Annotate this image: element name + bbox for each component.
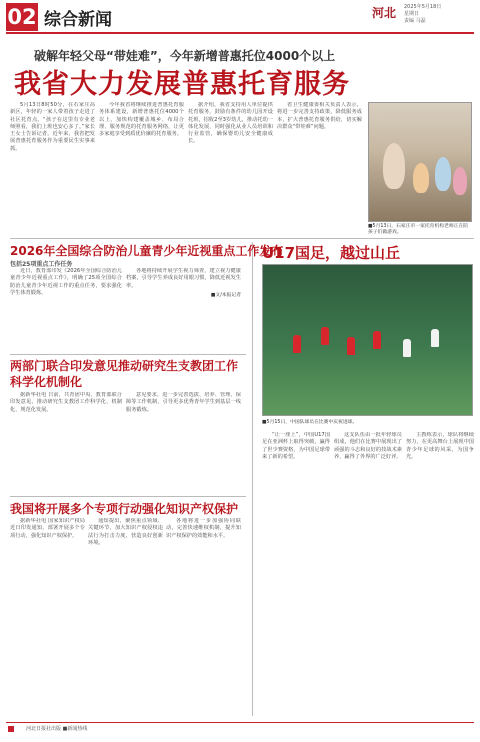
paragraph: 这支队伍由一批年轻球员组成，他们在比赛中展现出了顽强的斗志和良好的技战术素养，赢得了外界的广泛好评。 <box>334 432 402 460</box>
page-header <box>0 0 480 34</box>
section4-col <box>10 518 85 700</box>
photo-player <box>403 339 411 357</box>
section4-col <box>166 518 241 700</box>
photo-player <box>347 337 355 355</box>
issue-date <box>404 4 472 25</box>
section2-col <box>10 268 122 348</box>
photo-figure <box>435 157 451 191</box>
photo-player <box>373 331 381 349</box>
u17-photo-caption: ■5月15日，中国队球员在比赛中庆祝进球。 <box>262 420 358 425</box>
date-line: 星期日 <box>404 11 420 17</box>
section-divider <box>10 496 246 497</box>
paragraph: 据新华社电 日前，共青团中央、教育部联合印发意见，推动研究生支教团工作科学化、机制化、规范化发展。 <box>10 392 122 413</box>
photo-player <box>431 329 439 347</box>
paragraph: 省卫生健康委相关负责人表示，将进一步完善支持政策，降低服务成本，扩大普惠托育服务供给，切实解决群众“带娃难”问题。 <box>277 102 362 130</box>
section-divider <box>10 238 474 239</box>
photo-figure <box>453 167 467 195</box>
lead-photo <box>368 102 472 222</box>
footer-square-icon <box>8 726 14 732</box>
section3-col <box>10 392 122 492</box>
date-line: 2025年5月18日 <box>404 4 442 10</box>
photo-player <box>293 335 301 353</box>
section-divider <box>10 354 246 355</box>
page-footer <box>6 722 474 734</box>
paragraph: 各地将持续开展学生视力筛查，建立视力健康档案，引导学生养成良好用眼习惯，降低近视发生率。 <box>126 268 241 289</box>
section4-title: 我国将开展多个专项行动强化知识产权保护 <box>10 502 239 516</box>
paragraph: 意见要求，进一步完善选拔、培养、管理、保障等工作机制，引导更多优秀青年学生到基层一线服务锻炼。 <box>126 392 241 413</box>
lead-article-col <box>10 102 95 234</box>
footer-text: 河北日报社出版 ■新闻热线 <box>26 726 88 732</box>
u17-photo <box>262 264 473 416</box>
newspaper-logo: 河北 <box>372 6 397 20</box>
photo-figure <box>383 143 405 189</box>
header-rule <box>6 32 474 34</box>
section2-title: 2026年全国综合防治儿童青少年近视重点工作发布 <box>10 244 284 258</box>
paragraph: 主教练表示，球队将继续努力，在更高舞台上展现中国青少年足球的风采，为国争光。 <box>406 432 474 460</box>
lead-headline: 我省大力发展普惠托育服务 <box>14 69 350 100</box>
u17-article-col <box>262 432 330 702</box>
paragraph: 各地将进一步加强协同联动，完善快速维权机制，提升知识产权保护的效能和水平。 <box>166 518 241 539</box>
paragraph: 据新华社电 国家知识产权局近日印发通知，部署开展多个专项行动，强化知识产权保护。 <box>10 518 85 539</box>
u17-title: U17国足，越过山丘 <box>262 244 401 262</box>
section4-col <box>88 518 163 700</box>
lead-kicker: 破解年轻父母“带娃难”，今年新增普惠托位4000个以上 <box>34 49 336 63</box>
date-line: 责编 马磊 <box>404 18 426 24</box>
lead-article-col <box>99 102 184 234</box>
photo-player <box>321 327 329 345</box>
section2-subtitle: 包括25项重点工作任务 <box>10 261 73 268</box>
section-title: 综合新闻 <box>44 10 112 30</box>
section3-col <box>126 392 241 492</box>
column-divider <box>252 242 253 716</box>
paragraph: 据介绍，我省支持用人单位提供托育服务，鼓励有条件的幼儿园开设托班，招收2至3岁幼儿，推动托幼一体化发展，同时强化从业人员培训和行业监管，确保婴幼儿安全健康成长。 <box>188 102 273 145</box>
paragraph: 通知提出，聚焦重点领域、关键环节，加大知识产权侵权违法行为打击力度，营造良好创新环境。 <box>88 518 163 546</box>
paragraph: 近日，教育部印发《2026年全国综合防治儿童青少年近视重点工作》，明确了25项全国综合防治儿童青少年近视工作的重点任务，要求强化学生体育锻炼。 <box>10 268 122 296</box>
editor-credit: ■文/本报记者 <box>210 292 241 298</box>
lead-photo-caption: ■5月13日，石家庄市一家托育机构老师正在陪孩子们做游戏。 <box>368 224 469 235</box>
paragraph: “让一座上”，中国U17国足在亚洲杯上取得突破，赢得了世少赛资格，为中国足球带来了新的希望。 <box>262 432 330 460</box>
paragraph: 5月13日8时50分，在石家庄高新区，年轻的一家人带着孩子走进了社区托育点。“孩子在这里有专业老师照看，我们上班也安心多了。”家长王女士告诉记者。近年来，我省把发展普惠托育服务作为重要民生实事来抓。 <box>10 102 95 152</box>
u17-article-col <box>334 432 402 702</box>
page-number: 02 <box>7 5 37 29</box>
photo-figure <box>413 163 429 193</box>
lead-article-col <box>188 102 273 234</box>
paragraph: 今年我省将继续推进普惠托育服务体系建设，新增普惠托位4000个以上，加快构建覆盖城乡、布局合理、服务规范的托育服务网络，让更多家庭享受到质优价廉的托育服务。 <box>99 102 184 138</box>
lead-article-col <box>277 102 362 234</box>
section2-col <box>126 268 241 348</box>
section3-title: 两部门联合印发意见推动研究生支教团工作科学化机制化 <box>10 359 239 389</box>
u17-article-col <box>406 432 474 702</box>
